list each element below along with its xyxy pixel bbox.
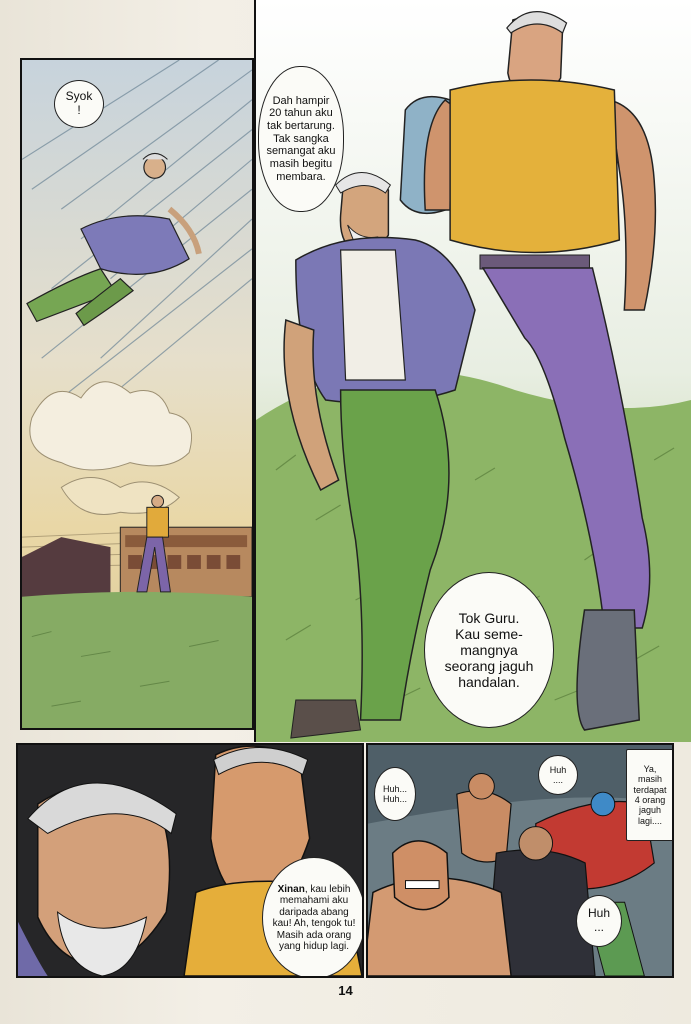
- speech-bubble-tok-guru: Tok Guru. Kau seme- mangnya seorang jaguh handalan.: [424, 572, 554, 728]
- speech-bubble-huh-3: Huh ...: [576, 895, 622, 947]
- speech-bubble-huh-2: Huh ....: [538, 755, 578, 795]
- xinan-text: , kau lebih memahami aku daripada abang kau! Ah, tengok tu! Masih ada orang yang hidup lagi.: [272, 883, 356, 952]
- speech-bubble-syok: Syok !: [54, 80, 104, 128]
- panel-1-art: [22, 60, 252, 728]
- panel-closeup-faces: [16, 743, 364, 978]
- speech-bubble-xinan: [262, 857, 364, 978]
- speech-bubble-caption-four-left: Ya, masih terdapat 4 orang jaguh lagi....: [626, 749, 674, 841]
- speech-bubble-huh-1: Huh... Huh...: [374, 767, 416, 821]
- page-number: 14: [338, 983, 353, 998]
- panel-flying-master: [20, 58, 254, 730]
- panel-master-and-giant: [254, 0, 691, 742]
- xinan-name: Xinan: [277, 883, 305, 895]
- panel-four-fighters: [366, 743, 674, 978]
- speech-bubble-master-fight: Dah hampir 20 tahun aku tak bertarung. Tak sangka semangat aku masih begitu membara.: [258, 66, 344, 212]
